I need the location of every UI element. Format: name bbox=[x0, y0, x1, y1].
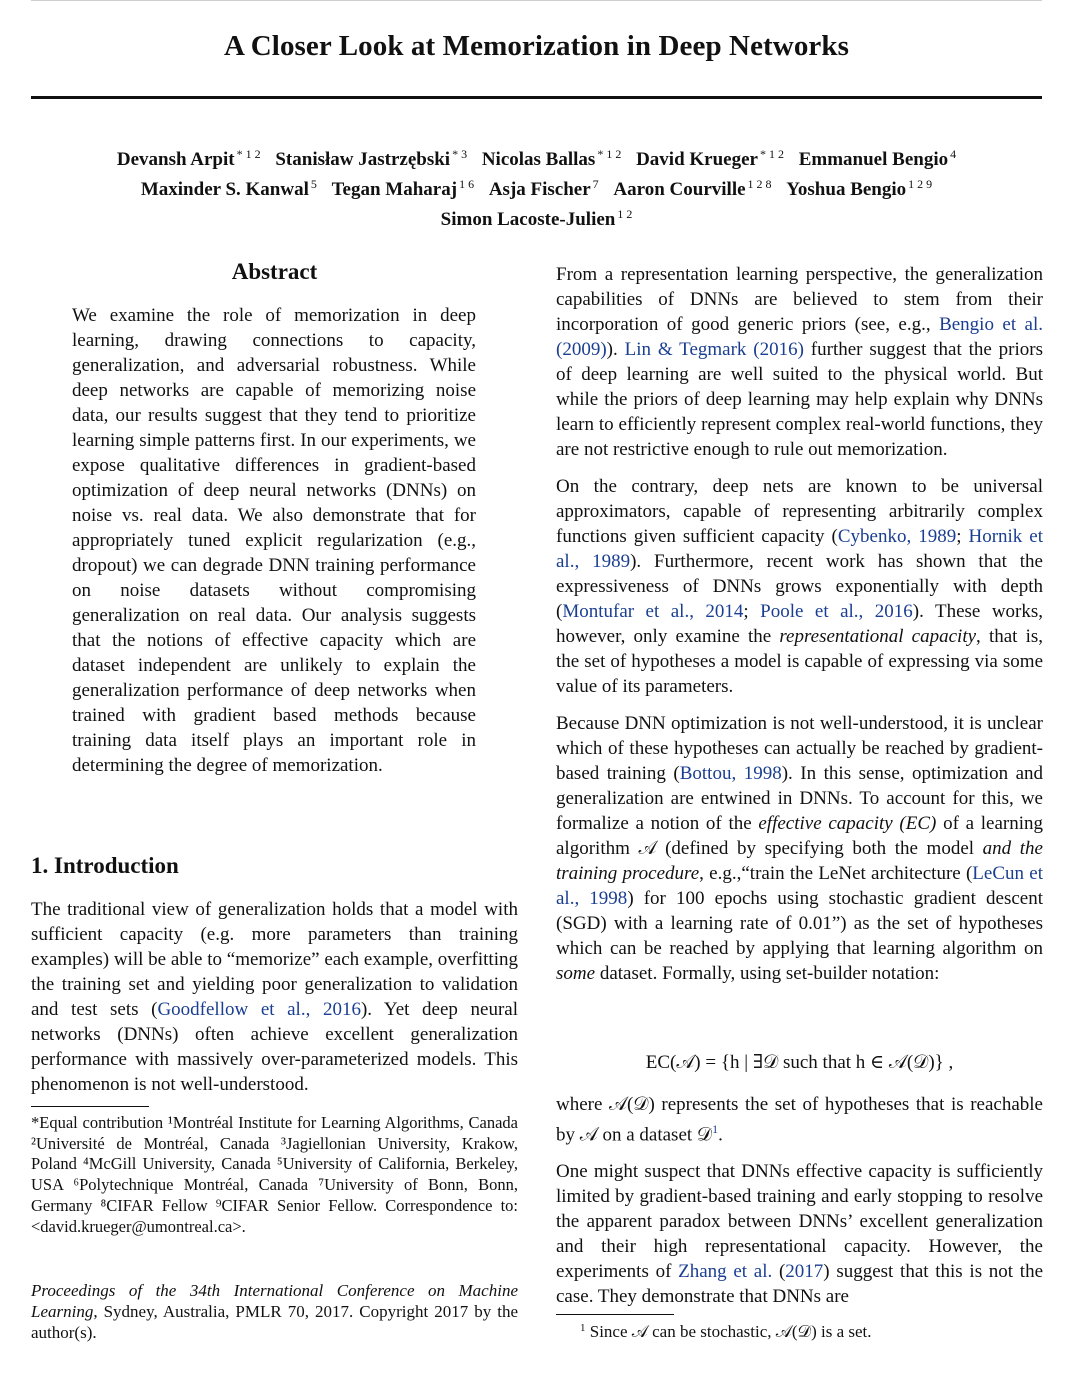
footnote-1: $^1$ Since 𝒜 can be stochastic, 𝒜(𝒟) is a set. bbox=[580, 1322, 872, 1341]
citation-link[interactable]: Bottou, 1998 bbox=[679, 763, 782, 784]
abstract-text: We examine the role of memorization in deep learning, drawing connections to capacity, generalization, and adversarial robustness. While deep networks are capable of memorizing noise data, our results suggest that they tend to prioritize learning simple patterns first. In our experiments, we expose qualitative differences in gradient-based optimization of deep neural networks (DNNs) on noise vs. real data. We also demonstrate that for appropriately tuned explicit regularization (e.g., dropout) we can degrade DNN training performance on noise datasets without compromising generalization on real data. Our analysis suggests that the notions of effective capacity which are dataset independent are unlikely to explain the generalization performance of deep networks when trained with gradient based methods because training data itself plays an important role in determining the degree of memorization. bbox=[72, 305, 476, 776]
author: Simon Lacoste-Julien $^{1 2}$ bbox=[440, 207, 633, 230]
page-top-rule bbox=[31, 0, 1042, 1]
author: Yoshua Bengio $^{1 2 9}$ bbox=[786, 177, 933, 200]
citation-link[interactable]: Cybenko, 1989 bbox=[837, 526, 957, 547]
right-column-text-lower bbox=[556, 1092, 1043, 1309]
paragraph: where 𝒜(𝒟) represents the set of hypotheses that is reachable by 𝒜 on a dataset 𝒟$^1$. bbox=[556, 1094, 1043, 1146]
author: Tegan Maharaj $^{1 6}$ bbox=[331, 177, 475, 200]
author: Aaron Courville $^{1 2 8}$ bbox=[613, 177, 772, 200]
footnote-rule bbox=[31, 1106, 149, 1107]
author: David Krueger $^{* 1 2}$ bbox=[636, 147, 784, 170]
right-column-text bbox=[556, 262, 1043, 986]
title-rule bbox=[31, 96, 1042, 99]
equation-effective-capacity: EC(𝒜) = {h | ∃𝒟 such that h ∈ 𝒜(𝒟)} , bbox=[645, 1052, 954, 1073]
author: Nicolas Ballas $^{* 1 2}$ bbox=[481, 147, 622, 170]
author: Maxinder S. Kanwal $^5$ bbox=[140, 177, 317, 200]
author-list bbox=[31, 142, 1042, 232]
author: Emmanuel Bengio $^4$ bbox=[798, 147, 957, 170]
paragraph: On the contrary, deep nets are known to be universal approximators, capable of representing arbitrarily complex functions given sufficient capacity (Cybenko, 1989; Hornik et al., 1989). Furthermore, recent work has shown that the expressiveness of DNNs grows exponentially with depth (Montufar et al., 2014; Poole et al., 2016). These works, however, only examine the representational capacity, that is, the set of hypotheses a model is capable of expressing via some value of its parameters. bbox=[556, 476, 1044, 697]
paragraph: Because DNN optimization is not well-understood, it is unclear which of these hypotheses can actually be reached by gradient-based training (Bottou, 1998). In this sense, optimization and generalization are entwined in DNNs. To account for this, we formalize a notion of the effective capacity (EC) of a learning algorithm 𝒜 (defined by specifying both the model and the training procedure, e.g.,“train the LeNet architecture (LeCun et al., 1998) for 100 epochs using stochastic gradient descent (SGD) with a learning rate of 0.01”) as the set of hypotheses which can be reached by applying that learning algorithm on some dataset. Formally, using set-builder notation: bbox=[556, 713, 1044, 984]
affiliations-footnote: *Equal contribution ¹Montréal Institute for Learning Algorithms, Canada ²Université de Montréal, Canada ³Jagiellonian University, Krakow, Poland ⁴McGill University, Canada ⁵University of California, Berkeley, USA ⁶Polytechnique Montréal, Canada ⁷University of Bonn, Bonn, Germany ⁸CIFAR Fellow ⁹CIFAR Senior Fellow. Correspondence to: <david.krueger@umontreal.ca>. bbox=[31, 1113, 518, 1236]
abstract-heading: Abstract bbox=[231, 259, 318, 284]
citation-link[interactable]: 2017 bbox=[785, 1261, 824, 1283]
citation-link[interactable]: LeCun et al., 1998 bbox=[556, 863, 1043, 909]
footnote-rule bbox=[556, 1314, 674, 1315]
section-heading-introduction: 1. Introduction bbox=[31, 853, 179, 878]
citation-link[interactable]: Lin & Tegmark (2016) bbox=[624, 339, 804, 360]
intro-paragraph: The traditional view of generalization holds that a model with sufficient capacity (e.g. more parameters than training examples) will be able to “memorize” each example, overfitting the training set and yielding poor generalization to validation and test sets (Goodfellow et al., 2016). Yet deep neural networks (DNNs) often achieve excellent generalization performance with massively over-parameterized models. This phenomenon is not well-understood. bbox=[31, 899, 518, 1095]
citation-link[interactable]: Poole et al., 2016 bbox=[760, 601, 913, 622]
citation-link[interactable]: Bengio et al. (2009) bbox=[556, 314, 1044, 360]
paper-title: A Closer Look at Memorization in Deep Networks bbox=[223, 30, 850, 62]
author: Stanisław Jastrzębski $^{* 3}$ bbox=[275, 147, 468, 170]
author: Asja Fischer $^7$ bbox=[488, 177, 599, 200]
paragraph: One might suspect that DNNs effective capacity is sufficiently limited by gradient-based training and early stopping to resolve the apparent paradox between DNNs’ excellent generalization and their high representational capacity. However, the experiments of Zhang et al. (2017) suggest that this is not the case. They demonstrate that DNNs are bbox=[556, 1161, 1043, 1308]
proceedings-note: Proceedings of the 34th International Conference on Machine Learning, Sydney, Australia, PMLR 70, 2017. Copyright 2017 by the author(s). bbox=[31, 1281, 518, 1342]
citation-link[interactable]: Zhang et al. bbox=[678, 1261, 773, 1283]
citation-link[interactable]: Goodfellow et al., 2016 bbox=[157, 999, 361, 1020]
citation-link[interactable]: Hornik et al., 1989 bbox=[556, 526, 1044, 572]
paragraph: From a representation learning perspective, the generalization capabilities of DNNs are believed to stem from their incorporation of good generic priors (see, e.g., Bengio et al. (2009)). Lin & Tegmark (2016) further suggest that the priors of deep learning are well suited to the physical world. But while the priors of deep learning may help explain why DNNs learn to efficiently represent complex real-world functions, they are not restrictive enough to rule out memorization. bbox=[556, 264, 1044, 460]
author: Devansh Arpit $^{* 1 2}$ bbox=[116, 147, 261, 170]
citation-link[interactable]: Montufar et al., 2014 bbox=[562, 601, 744, 622]
footnote-marker[interactable]: 1 bbox=[712, 1122, 719, 1136]
